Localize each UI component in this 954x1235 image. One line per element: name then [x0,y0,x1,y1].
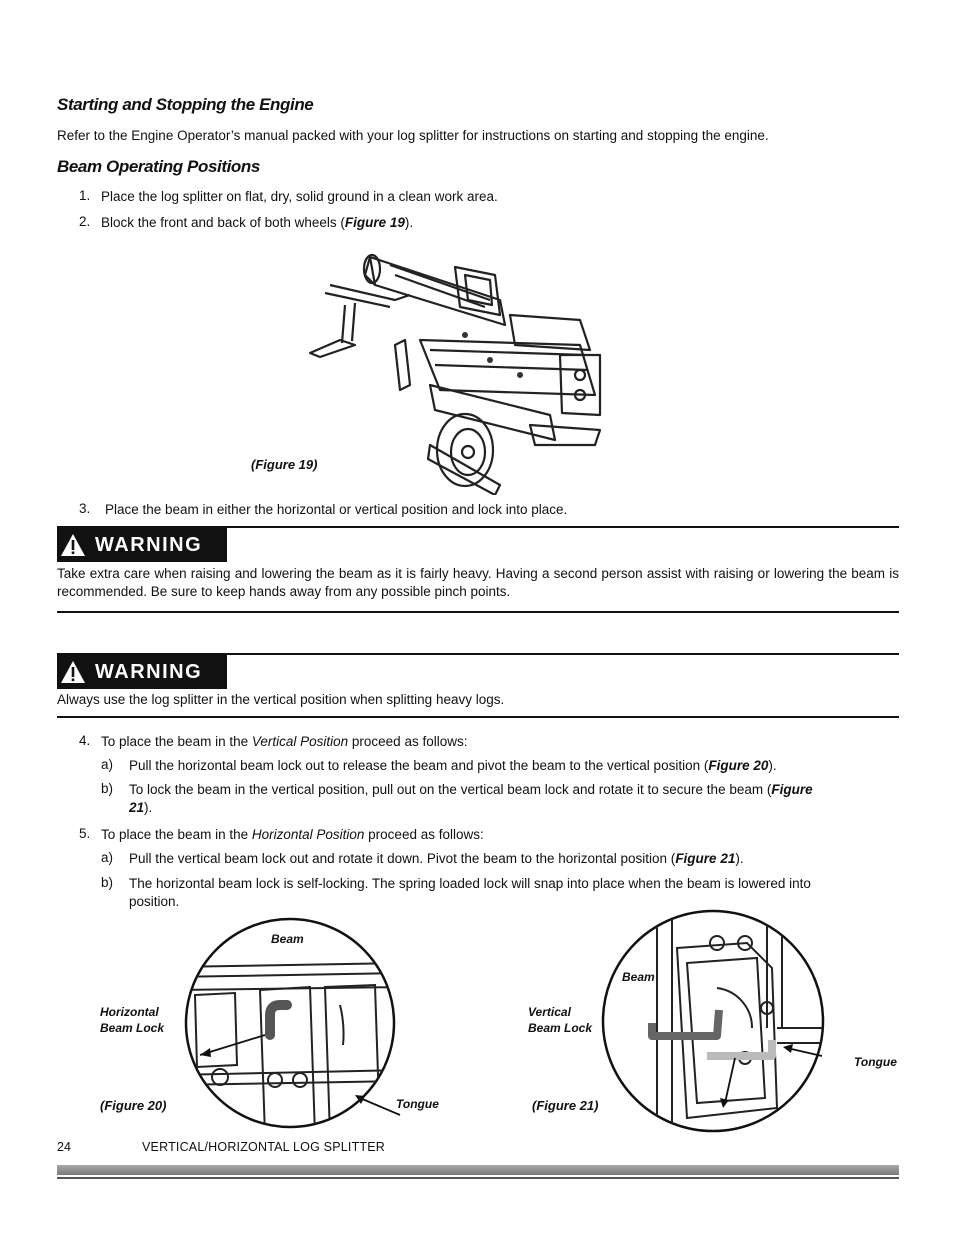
step-number: 2. [79,214,91,229]
warning-text: Take extra care when raising and lowering the beam as it is fairly heavy. Having a second person assist with raising or lowering the beam is recommended. Be sure to keep hands away from any possible pinch points. [57,566,899,599]
warning-badge [57,655,227,689]
emphasis: Horizontal Position [251,827,365,842]
figure-20-caption: (Figure 20) [100,1098,167,1113]
step-text: Block the front and back of both wheels (Figure 19). [101,215,414,230]
step-text: To place the beam in the Vertical Position proceed as follows: [101,734,468,749]
section-body-starting-stopping: Refer to the Engine Operator’s manual packed with your log splitter for instructions on starting and stopping the engine. [57,128,769,143]
figure-21-beam-label: Beam [622,970,655,984]
warning-label: WARNING [95,660,203,683]
sub-step-text: Pull the horizontal beam lock out to release the beam and pivot the beam to the vertical position (Figure 20). [129,758,777,773]
figure-20-beam-label: Beam [271,932,304,946]
step-number: 1. [79,188,91,203]
step-text: To place the beam in the Horizontal Position proceed as follows: [101,827,484,842]
step-text: Place the log splitter on flat, dry, solid ground in a clean work area. [101,189,498,204]
sub-step-letter: a) [101,850,114,865]
sub-step-text: The horizontal beam lock is self-locking. The spring loaded lock will snap into place when the beam is lowered into position. [129,876,811,909]
warning-triangle-icon [57,655,89,689]
footer-bar [57,1165,899,1175]
step-number: 4. [79,733,91,748]
figure-21-lock-label: Vertical Beam Lock [528,1005,593,1035]
page-number: 24 [57,1140,71,1154]
figure-reference: Figure [771,782,813,797]
emphasis: Vertical Position [251,734,349,749]
warning-text: Always use the log splitter in the vertical position when splitting heavy logs. [57,692,505,707]
section-heading-starting-stopping: Starting and Stopping the Engine [57,95,314,114]
sub-step-letter: b) [101,875,114,890]
section-heading-beam-positions: Beam Operating Positions [57,157,260,176]
figure-reference: 21 [129,800,145,815]
figure-21-caption: (Figure 21) [532,1098,599,1113]
sub-step-letter: a) [101,757,114,772]
figure-20-lock-label: Horizontal Beam Lock [100,1005,165,1035]
figure-20-tongue-label: Tongue [396,1097,439,1111]
log-splitter-illustration [300,245,610,495]
warning-label: WARNING [95,533,203,556]
figure-reference: Figure 21 [675,851,736,866]
figure-21-tongue-label: Tongue [854,1055,897,1069]
sub-step-text: Pull the vertical beam lock out and rotate it down. Pivot the beam to the horizontal position (Figure 21). [129,851,744,866]
figure-21-illustration [597,908,829,1134]
footer-title: VERTICAL/HORIZONTAL LOG SPLITTER [142,1140,386,1154]
figure-20-illustration [175,915,405,1135]
footer-rule [57,1177,899,1179]
step-text: Place the beam in either the horizontal or vertical position and lock into place. [105,502,568,517]
sub-step-letter: b) [101,781,114,796]
warning-bottom-rule [57,716,899,718]
warning-triangle-icon [57,528,89,562]
sub-step-text: To lock the beam in the vertical position, pull out on the vertical beam lock and rotate it to secure the beam (Figure 21). [129,782,813,815]
step-number: 3. [79,501,91,516]
figure-reference: Figure 19 [344,215,405,230]
figure-reference: Figure 20 [708,758,769,773]
step-number: 5. [79,826,91,841]
warning-bottom-rule [57,611,899,613]
figure-19-caption: (Figure 19) [251,457,318,472]
warning-badge [57,528,227,562]
